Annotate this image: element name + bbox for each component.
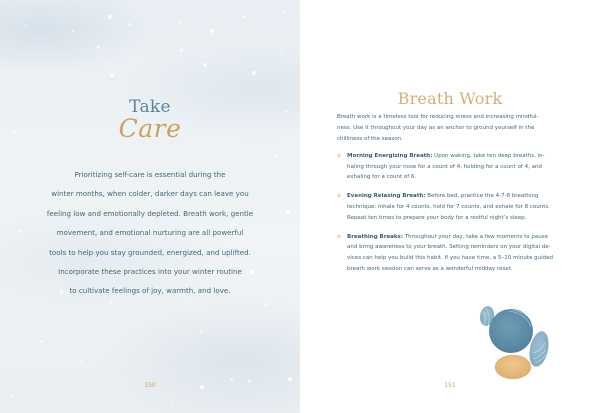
body-line: Prioritizing self-care is essential during the — [74, 170, 226, 179]
snowflake-bullet-icon: ✳ — [336, 192, 342, 201]
title-take: Take — [129, 97, 171, 117]
intro-paragraph — [337, 112, 587, 144]
bullet-lead: Morning Energizing Breath: — [347, 153, 433, 159]
list-item-breathing-breaks — [337, 232, 592, 274]
body-line: movement, and emotional nurturing are all powerful — [56, 228, 244, 238]
body-line: Incorporate these practices into your winter routine — [58, 267, 242, 277]
page-number-left: 150 — [144, 382, 156, 389]
intro-line: Breath work is a timeless tool for reducing stress and increasing mindful- — [337, 114, 539, 120]
title-breath-work: Breath Work — [397, 89, 503, 108]
body-line: feeling low and emotionally depleted. Breath work, gentle — [46, 208, 254, 218]
intro-line: ness. Use it throughout your day as an anchor to ground yourself in the — [337, 124, 535, 131]
left-body-text — [20, 165, 280, 301]
snowflake-bullet-icon: ✳ — [336, 152, 342, 160]
bullet-text: exhaling for a count of 6. — [347, 174, 417, 181]
bullet-lead: Breathing Breaks: — [347, 233, 404, 240]
breath-techniques-list — [337, 151, 592, 283]
bullet-text: breath work session can serve as a wonderful midday reset. — [347, 265, 513, 272]
bullet-text: Repeat ten times to prepare your body for a restful night’s sleep. — [347, 214, 527, 221]
body-line: winter months, when colder, darker days can leave you — [51, 189, 249, 199]
bullet-text: Upon waking, take ten deep breaths, in- — [432, 153, 545, 159]
intro-line: chilliness of the season. — [337, 135, 403, 142]
body-line: tools to help you stay grounded, energized, and uplifted. — [49, 247, 251, 257]
page-number-right: 151 — [444, 382, 456, 389]
bullet-text: technique: Inhale for 4 counts, hold for 7 counts, and exhale for 8 counts. — [347, 203, 550, 210]
body-line: to cultivate feelings of joy, warmth, and love. — [69, 286, 231, 296]
bullet-text: haling through your nose for a count of 4, holding for a count of 4, and — [347, 163, 542, 170]
bullet-text: vices can help you build this habit. If you have time, a 5–10 minute guided — [347, 254, 553, 261]
right-page — [300, 0, 600, 413]
list-item-morning-breath — [337, 151, 592, 183]
bullet-text: Throughout your day, take a few moments to pause — [403, 233, 548, 240]
bullet-text: and bring awareness to your breath. Setting reminders on your digital de- — [347, 244, 551, 251]
bullet-lead: Evening Relaxing Breath: — [347, 193, 426, 200]
snowflake-bullet-icon: ✳ — [336, 232, 342, 241]
bullet-text: Before bed, practice the 4-7-8 breathing — [425, 193, 539, 200]
title-care: Care — [118, 114, 182, 143]
list-item-evening-breath — [337, 191, 592, 223]
